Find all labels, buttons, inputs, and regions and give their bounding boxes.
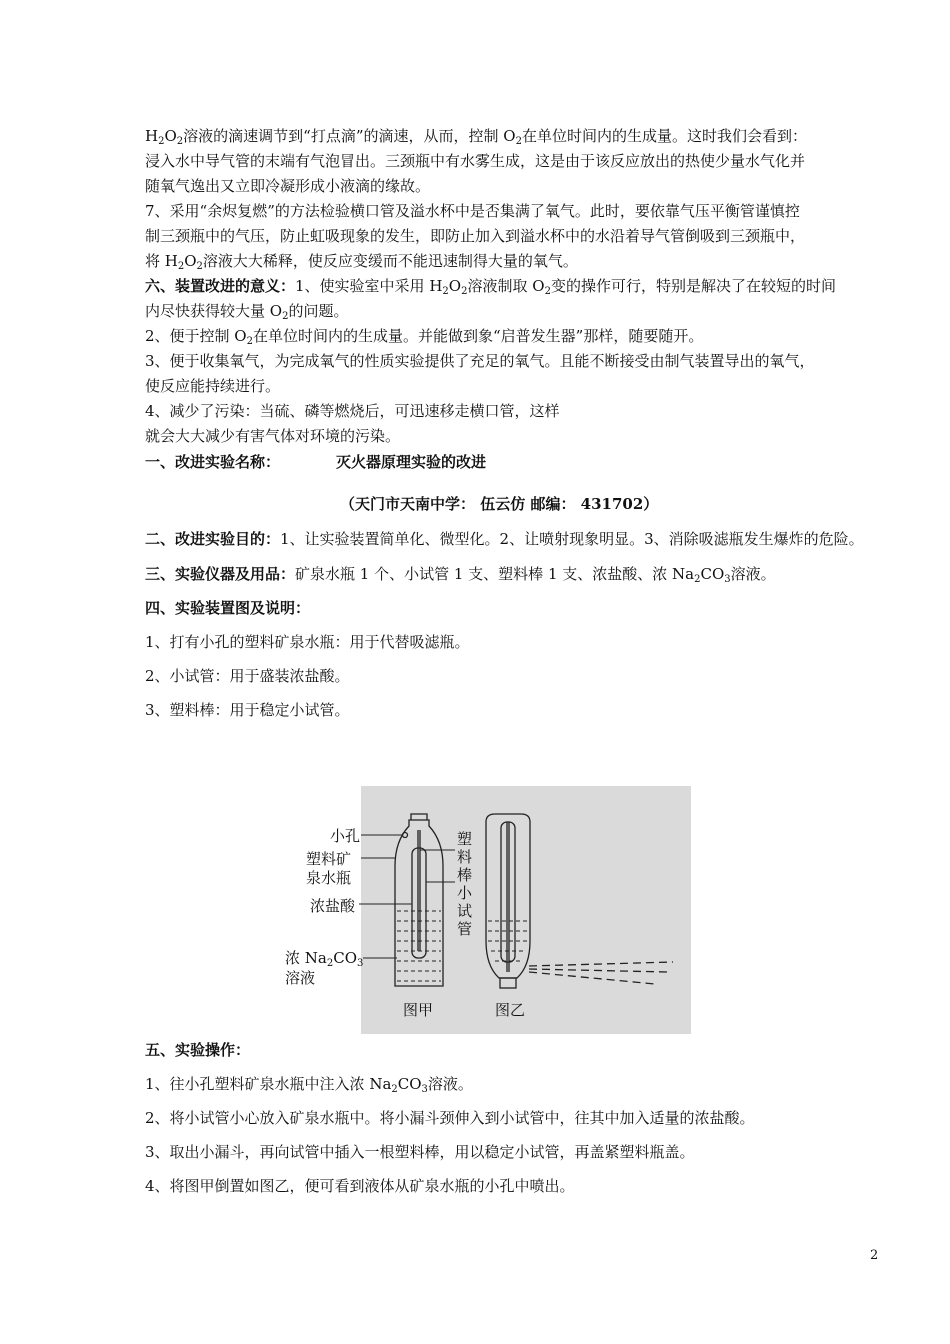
text-line-4: 7、采用“余烬复燃”的方法检验横口管及溢水杯中是否集满了氧气。此时，要依靠气压平衡管谨慎控: [145, 202, 800, 220]
page-number: 2: [870, 1248, 879, 1263]
text-line-8: 内尽快获得较大量 $O_2$的问题。: [145, 302, 349, 322]
spray-lines: [529, 962, 673, 984]
text-line-2: 浸入水中导气管的末端有气泡冒出。三颈瓶中有水雾生成，这是由于该反应放出的热使少量水气化并: [145, 152, 806, 170]
text-line-12: 4、减少了污染：当硫、磷等燃烧后，可迅速移走横口管，这样: [145, 402, 560, 420]
caption-fig-a: 图甲: [403, 1001, 434, 1019]
section-five-heading: 五、实验操作：: [145, 1041, 251, 1059]
section-six-heading: 六、装置改进的意义：1、使实验室中采用 $H_2O_2$溶液制取 $O_2$变的操作可行，特别是解决了在较短的时间: [145, 277, 836, 297]
author-line: （天门市天南中学： 伍云仿 邮编： 431702）: [340, 495, 659, 513]
text-line-9: 2、便于控制 $O_2$在单位时间内的生成量。并能做到象“启普发生器”那样，随要随开。: [145, 327, 704, 347]
step-4: 4、将图甲倒置如图乙，便可看到液体从矿泉水瓶的小孔中喷出。: [145, 1177, 575, 1195]
text-line-3: 随氧气逸出又立即冷凝形成小液滴的缘故。: [145, 177, 431, 195]
caption-fig-b: 图乙: [495, 1001, 526, 1019]
label-na2co3: 浓 $Na_2CO_3$: [285, 949, 364, 969]
bottle-a-hole: [403, 833, 408, 838]
step-1: 1、往小孔塑料矿泉水瓶中注入浓 $Na_2CO_3$溶液。: [145, 1075, 473, 1095]
section-four-heading: 四、实验装置图及说明：: [145, 599, 311, 617]
section-two: 二、改进实验目的：1、让实验装置简单化、微型化。2、让喷射现象明显。3、消除吸滤瓶发生爆炸的危险。: [145, 530, 864, 548]
label-solution: 溶液: [285, 969, 316, 987]
item-3: 3、塑料棒：用于稳定小试管。: [145, 701, 350, 719]
label-bottle-1: 塑料矿: [306, 850, 352, 868]
item-1: 1、打有小孔的塑料矿泉水瓶：用于代替吸滤瓶。: [145, 633, 470, 651]
label-hcl: 浓盐酸: [310, 897, 356, 915]
text-line-10: 3、便于收集氧气，为完成氧气的性质实验提供了充足的氧气。且能不断接受由制气装置导出的氧气，: [145, 352, 815, 370]
step-3: 3、取出小漏斗，再向试管中插入一根塑料棒，用以稳定小试管，再盖紧塑料瓶盖。: [145, 1143, 695, 1161]
bottle-b-cap: [500, 978, 516, 988]
label-tube: 小试管: [457, 884, 473, 938]
bottle-b-outline: [486, 814, 530, 978]
label-bottle-2: 泉水瓶: [306, 869, 352, 887]
text-line-1: $H_2O_2$溶液的滴速调节到“打点滴”的滴速，从而，控制 $O_2$在单位时间内的生成量。这时我们会看到：: [145, 127, 807, 147]
section-three: 三、实验仪器及用品：矿泉水瓶 1 个、小试管 1 支、塑料棒 1 支、浓盐酸、浓 $Na_2CO_3$溶液。: [145, 565, 776, 585]
text-line-13: 就会大大减少有害气体对环境的污染。: [145, 427, 401, 445]
item-2: 2、小试管：用于盛装浓盐酸。: [145, 667, 350, 685]
experiment-name-heading: 一、改进实验名称： 灭火器原理实验的改进: [145, 453, 487, 471]
step-2: 2、将小试管小心放入矿泉水瓶中。将小漏斗颈伸入到小试管中，往其中加入适量的浓盐酸。: [145, 1109, 755, 1127]
text-line-5: 制三颈瓶中的气压，防止虹吸现象的发生，即防止加入到溢水杯中的水沿着导气管倒吸到三颈瓶中，: [145, 227, 806, 245]
text-line-11: 使反应能持续进行。: [145, 377, 281, 395]
apparatus-figure: [283, 786, 693, 1036]
bottle-a-neck: [411, 814, 427, 820]
label-rod: 塑料棒: [457, 830, 473, 884]
label-hole: 小孔: [330, 827, 361, 845]
text-line-6: 将 $H_2O_2$溶液大大稀释，使反应变缓而不能迅速制得大量的氧气。: [145, 252, 578, 272]
